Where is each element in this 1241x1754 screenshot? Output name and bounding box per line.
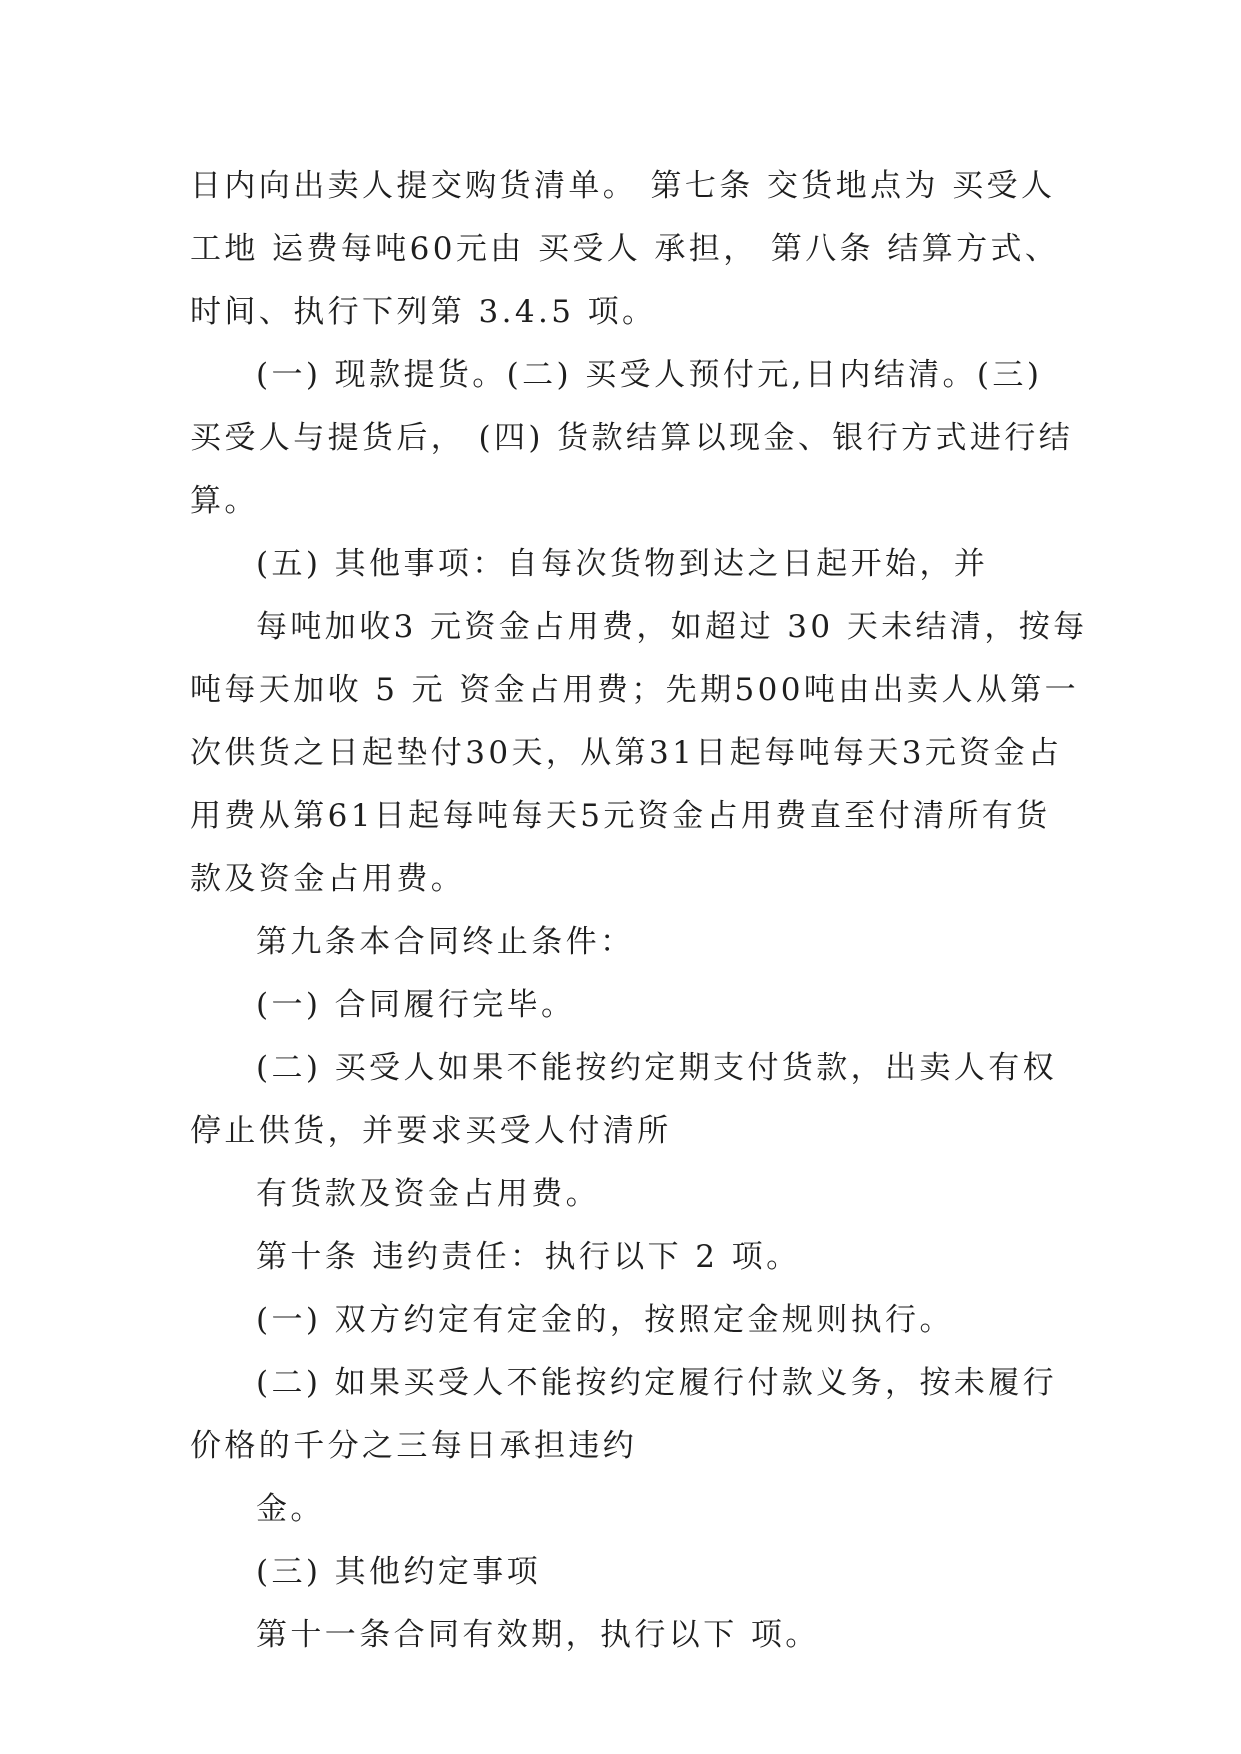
text-line: 用费从第61日起每吨每天5元资金占用费直至付清所有货 [190, 798, 1051, 834]
text-line: (一) 合同履行完毕。 [256, 987, 576, 1023]
text-line: (三) 其他约定事项 [256, 1554, 542, 1590]
text-line: 第十条 违约责任：执行以下 2 项。 [256, 1239, 801, 1275]
text-line: 停止供货，并要求买受人付清所 [190, 1113, 672, 1149]
text-line: 款及资金占用费。 [190, 861, 466, 897]
text-line: (二) 如果买受人不能按约定履行付款义务，按未履行 [256, 1365, 1058, 1401]
text-line: 金。 [256, 1491, 325, 1527]
text-line: 时间、执行下列第 3.4.5 项。 [190, 294, 657, 330]
text-line: (一) 双方约定有定金的，按照定金规则执行。 [256, 1302, 954, 1338]
text-line: (二) 买受人如果不能按约定期支付货款，出卖人有权 [256, 1050, 1058, 1086]
text-line: 每吨加收3 元资金占用费，如超过 30 天未结清，按每 [256, 609, 1088, 645]
text-line: 第九条本合同终止条件： [256, 924, 635, 960]
text-line: 工地 运费每吨60元由 买受人 承担， 第八条 结算方式、 [190, 231, 1060, 267]
text-line: 买受人与提货后， (四) 货款结算以现金、银行方式进行结 [190, 420, 1074, 456]
text-line: (五) 其他事项：自每次货物到达之日起开始，并 [256, 546, 989, 582]
text-line: 吨每天加收 5 元 资金占用费；先期500吨由出卖人从第一 [190, 672, 1080, 708]
text-line: 有货款及资金占用费。 [256, 1176, 600, 1212]
text-line: 日内向出卖人提交购货清单。 第七条 交货地点为 买受人 [190, 168, 1056, 204]
text-line: 次供货之日起垫付30天，从第31日起每吨每天3元资金占 [190, 735, 1063, 771]
text-line: 第十一条合同有效期，执行以下 项。 [256, 1617, 820, 1653]
text-line: 价格的千分之三每日承担违约 [190, 1428, 638, 1464]
text-line: (一) 现款提货。(二) 买受人预付元,日内结清。(三) [256, 357, 1043, 393]
text-line: 算。 [190, 483, 259, 519]
